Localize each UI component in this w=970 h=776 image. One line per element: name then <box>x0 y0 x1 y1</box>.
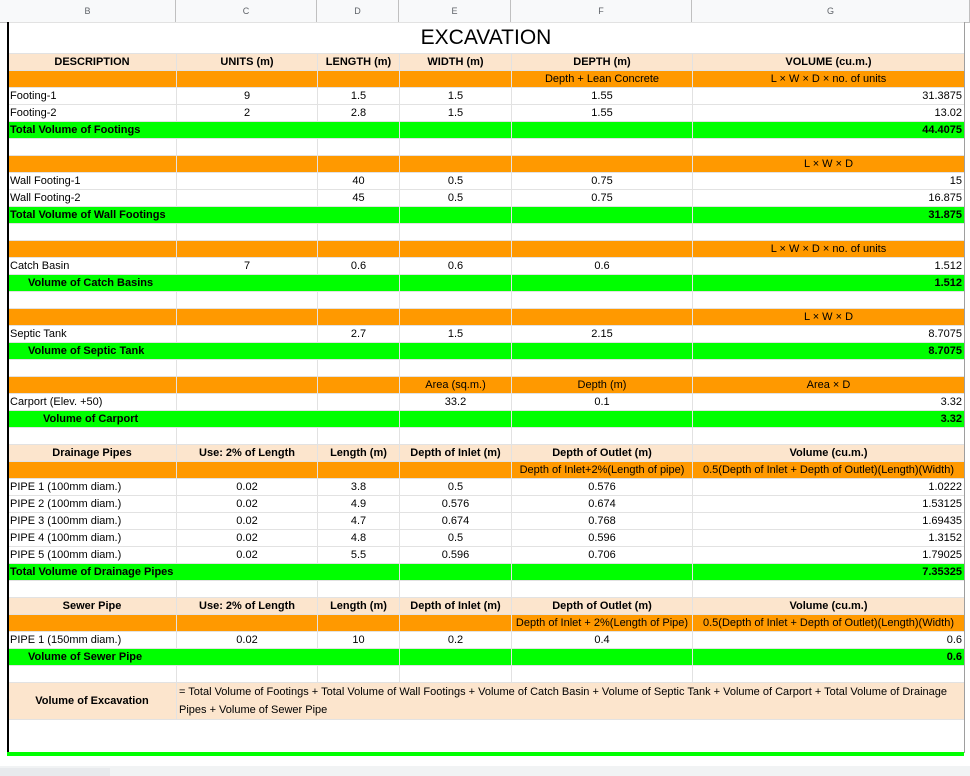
row-length[interactable]: 4.9 <box>318 496 400 513</box>
hdr-units[interactable]: UNITS (m) <box>177 54 318 71</box>
row-name[interactable]: Septic Tank <box>8 326 177 343</box>
row-length[interactable]: 1.5 <box>318 88 400 105</box>
row-units[interactable]: 9 <box>177 88 318 105</box>
row-depth[interactable]: 0.1 <box>512 394 693 411</box>
total-value[interactable]: 0.6 <box>693 649 965 666</box>
row-inlet[interactable]: 0.596 <box>400 547 512 564</box>
table-row <box>8 326 965 343</box>
row-name[interactable]: Footing-1 <box>8 88 177 105</box>
row-name[interactable]: PIPE 1 (100mm diam.) <box>8 479 177 496</box>
row-name[interactable]: Wall Footing-1 <box>8 173 177 190</box>
row-volume[interactable]: 13.02 <box>693 105 965 122</box>
catch-formula[interactable]: L × W × D × no. of units <box>693 241 965 258</box>
excavation-formula[interactable]: = Total Volume of Footings + Total Volume of Wall Footings + Volume of Catch Basin + Volume of Septic Tank + Volume of Carport + Total Volume of Drainage Pipes + Volume of Sewer Pipe <box>177 683 965 720</box>
table-row <box>8 513 965 530</box>
drain-hdr-description[interactable]: Drainage Pipes <box>8 445 177 462</box>
total-row <box>8 564 965 581</box>
column-header-d[interactable]: D <box>317 0 399 22</box>
header-note-row <box>8 71 965 88</box>
septic-formula[interactable]: L × W × D <box>693 309 965 326</box>
row-outlet[interactable]: 0.674 <box>512 496 693 513</box>
table-row <box>8 105 965 122</box>
row-volume[interactable]: 1.53125 <box>693 496 965 513</box>
sewer-hdr-outlet[interactable]: Depth of Outlet (m) <box>512 598 693 615</box>
wall-formula[interactable]: L × W × D <box>693 156 965 173</box>
row-volume[interactable]: 15 <box>693 173 965 190</box>
table-row <box>8 496 965 513</box>
drain-volume-note[interactable]: 0.5(Depth of Inlet + Depth of Outlet)(Length)(Width) <box>693 462 965 479</box>
excavation-label[interactable]: Volume of Excavation <box>8 683 177 720</box>
total-value[interactable]: 44.4075 <box>693 122 965 139</box>
sewer-volume-note[interactable]: 0.5(Depth of Inlet + Depth of Outlet)(Length)(Width) <box>693 615 965 632</box>
row-length[interactable]: 5.5 <box>318 547 400 564</box>
total-row <box>8 275 965 292</box>
row-inlet[interactable]: 0.674 <box>400 513 512 530</box>
row-volume[interactable]: 1.69435 <box>693 513 965 530</box>
row-inlet[interactable]: 0.5 <box>400 530 512 547</box>
total-value[interactable]: 3.32 <box>693 411 965 428</box>
row-length[interactable]: 10 <box>318 632 400 649</box>
total-row <box>8 411 965 428</box>
row-volume[interactable]: 1.512 <box>693 258 965 275</box>
spacer-row <box>8 581 965 598</box>
drain-hdr-inlet[interactable]: Depth of Inlet (m) <box>400 445 512 462</box>
total-label[interactable]: Volume of Sewer Pipe <box>8 649 400 666</box>
hdr-volume[interactable]: VOLUME (cu.m.) <box>693 54 965 71</box>
row-length[interactable]: 3.8 <box>318 479 400 496</box>
sewer-note-row <box>8 615 965 632</box>
table-row <box>8 530 965 547</box>
row-name[interactable]: PIPE 4 (100mm diam.) <box>8 530 177 547</box>
row-depth[interactable]: 0.75 <box>512 190 693 207</box>
spacer-row <box>8 139 965 156</box>
row-use[interactable]: 0.02 <box>177 513 318 530</box>
row-use[interactable]: 0.02 <box>177 547 318 564</box>
row-area[interactable]: 33.2 <box>400 394 512 411</box>
formula-row <box>8 241 965 258</box>
sewer-hdr-description[interactable]: Sewer Pipe <box>8 598 177 615</box>
table-row <box>8 190 965 207</box>
table-row <box>8 479 965 496</box>
total-value[interactable]: 31.875 <box>693 207 965 224</box>
total-label[interactable]: Total Volume of Footings <box>8 122 400 139</box>
formula-row <box>8 377 965 394</box>
hdr-depth[interactable]: DEPTH (m) <box>512 54 693 71</box>
volume-note[interactable]: L × W × D × no. of units <box>693 71 965 88</box>
column-header-b[interactable]: B <box>0 0 176 22</box>
total-value[interactable]: 7.35325 <box>693 564 965 581</box>
sewer-hdr-volume[interactable]: Volume (cu.m.) <box>693 598 965 615</box>
row-volume[interactable]: 31.3875 <box>693 88 965 105</box>
total-label[interactable]: Total Volume of Drainage Pipes <box>8 564 400 581</box>
drain-outlet-note[interactable]: Depth of Inlet+2%(Length of pipe) <box>512 462 693 479</box>
column-header-g[interactable]: G <box>692 0 970 22</box>
row-length[interactable]: 4.7 <box>318 513 400 530</box>
spacer-row <box>8 428 965 445</box>
row-depth[interactable]: 1.55 <box>512 105 693 122</box>
carport-area-hdr[interactable]: Area (sq.m.) <box>400 377 512 394</box>
total-value[interactable]: 8.7075 <box>693 343 965 360</box>
total-row <box>8 207 965 224</box>
table-row <box>8 173 965 190</box>
row-units[interactable]: 7 <box>177 258 318 275</box>
row-outlet[interactable]: 0.4 <box>512 632 693 649</box>
row-volume[interactable]: 1.79025 <box>693 547 965 564</box>
total-label[interactable]: Total Volume of Wall Footings <box>8 207 400 224</box>
total-label[interactable]: Volume of Septic Tank <box>8 343 400 360</box>
depth-note[interactable]: Depth + Lean Concrete <box>512 71 693 88</box>
row-inlet[interactable]: 0.576 <box>400 496 512 513</box>
row-inlet[interactable]: 0.2 <box>400 632 512 649</box>
spacer-row <box>8 360 965 377</box>
table-row <box>8 632 965 649</box>
sewer-hdr-length[interactable]: Length (m) <box>318 598 400 615</box>
row-name[interactable]: PIPE 3 (100mm diam.) <box>8 513 177 530</box>
sheet-right-border <box>964 22 965 753</box>
hdr-description[interactable]: DESCRIPTION <box>8 54 177 71</box>
row-inlet[interactable]: 0.5 <box>400 479 512 496</box>
bottom-green-strip <box>7 752 964 756</box>
excavation-sheet <box>7 22 965 720</box>
column-header-c[interactable]: C <box>176 0 317 22</box>
row-use[interactable]: 0.02 <box>177 632 318 649</box>
sheet-footer-bar <box>0 766 970 776</box>
row-width[interactable]: 1.5 <box>400 88 512 105</box>
row-length[interactable]: 4.8 <box>318 530 400 547</box>
column-header-bar <box>0 0 970 23</box>
row-units[interactable]: 2 <box>177 105 318 122</box>
hdr-width[interactable]: WIDTH (m) <box>400 54 512 71</box>
row-name[interactable]: PIPE 5 (100mm diam.) <box>8 547 177 564</box>
formula-row <box>8 309 965 326</box>
row-name[interactable]: Carport (Elev. +50) <box>8 394 177 411</box>
formula-row <box>8 156 965 173</box>
row-depth[interactable]: 2.15 <box>512 326 693 343</box>
total-row <box>8 343 965 360</box>
row-outlet[interactable]: 0.576 <box>512 479 693 496</box>
spacer-row <box>8 666 965 683</box>
sewer-hdr-use[interactable]: Use: 2% of Length <box>177 598 318 615</box>
row-length[interactable]: 40 <box>318 173 400 190</box>
row-length[interactable]: 2.7 <box>318 326 400 343</box>
row-length[interactable]: 45 <box>318 190 400 207</box>
row-volume[interactable]: 3.32 <box>693 394 965 411</box>
drainage-note-row <box>8 462 965 479</box>
carport-depth-hdr[interactable]: Depth (m) <box>512 377 693 394</box>
hdr-length[interactable]: LENGTH (m) <box>318 54 400 71</box>
table-row <box>8 547 965 564</box>
row-length[interactable]: 0.6 <box>318 258 400 275</box>
row-volume[interactable]: 8.7075 <box>693 326 965 343</box>
row-name[interactable]: PIPE 1 (150mm diam.) <box>8 632 177 649</box>
carport-formula[interactable]: Area × D <box>693 377 965 394</box>
row-name[interactable]: Catch Basin <box>8 258 177 275</box>
row-width[interactable]: 0.5 <box>400 173 512 190</box>
row-name[interactable]: PIPE 2 (100mm diam.) <box>8 496 177 513</box>
row-depth[interactable]: 0.75 <box>512 173 693 190</box>
row-length[interactable]: 2.8 <box>318 105 400 122</box>
column-header-e[interactable]: E <box>399 0 511 22</box>
row-depth[interactable]: 1.55 <box>512 88 693 105</box>
column-header-f[interactable]: F <box>511 0 692 22</box>
row-outlet[interactable]: 0.596 <box>512 530 693 547</box>
row-name[interactable]: Footing-2 <box>8 105 177 122</box>
sewer-outlet-note[interactable]: Depth of Inlet + 2%(Length of Pipe) <box>512 615 693 632</box>
table-row <box>8 394 965 411</box>
spacer-row <box>8 224 965 241</box>
drainage-header-row <box>8 445 965 462</box>
row-use[interactable]: 0.02 <box>177 530 318 547</box>
excavation-row <box>8 683 965 720</box>
sewer-header-row <box>8 598 965 615</box>
row-outlet[interactable]: 0.768 <box>512 513 693 530</box>
row-volume[interactable]: 1.3152 <box>693 530 965 547</box>
row-depth[interactable]: 0.6 <box>512 258 693 275</box>
drain-hdr-use[interactable]: Use: 2% of Length <box>177 445 318 462</box>
row-use[interactable]: 0.02 <box>177 479 318 496</box>
total-label[interactable]: Volume of Carport <box>8 411 400 428</box>
row-width[interactable]: 1.5 <box>400 105 512 122</box>
row-name[interactable]: Wall Footing-2 <box>8 190 177 207</box>
table-row <box>8 88 965 105</box>
total-row <box>8 649 965 666</box>
total-label[interactable]: Volume of Catch Basins <box>8 275 400 292</box>
row-volume[interactable]: 1.0222 <box>693 479 965 496</box>
row-volume[interactable]: 0.6 <box>693 632 965 649</box>
table-row <box>8 258 965 275</box>
header-row <box>8 54 965 71</box>
row-use[interactable]: 0.02 <box>177 496 318 513</box>
row-width[interactable]: 0.5 <box>400 190 512 207</box>
total-row <box>8 122 965 139</box>
total-value[interactable]: 1.512 <box>693 275 965 292</box>
row-width[interactable]: 0.6 <box>400 258 512 275</box>
sheet-title[interactable]: EXCAVATION <box>8 23 965 54</box>
sheet-left-border <box>7 22 9 753</box>
drain-hdr-length[interactable]: Length (m) <box>318 445 400 462</box>
drain-hdr-outlet[interactable]: Depth of Outlet (m) <box>512 445 693 462</box>
row-width[interactable]: 1.5 <box>400 326 512 343</box>
drain-hdr-volume[interactable]: Volume (cu.m.) <box>693 445 965 462</box>
sewer-hdr-inlet[interactable]: Depth of Inlet (m) <box>400 598 512 615</box>
row-outlet[interactable]: 0.706 <box>512 547 693 564</box>
row-volume[interactable]: 16.875 <box>693 190 965 207</box>
spacer-row <box>8 292 965 309</box>
sheet-tab[interactable] <box>0 768 110 776</box>
